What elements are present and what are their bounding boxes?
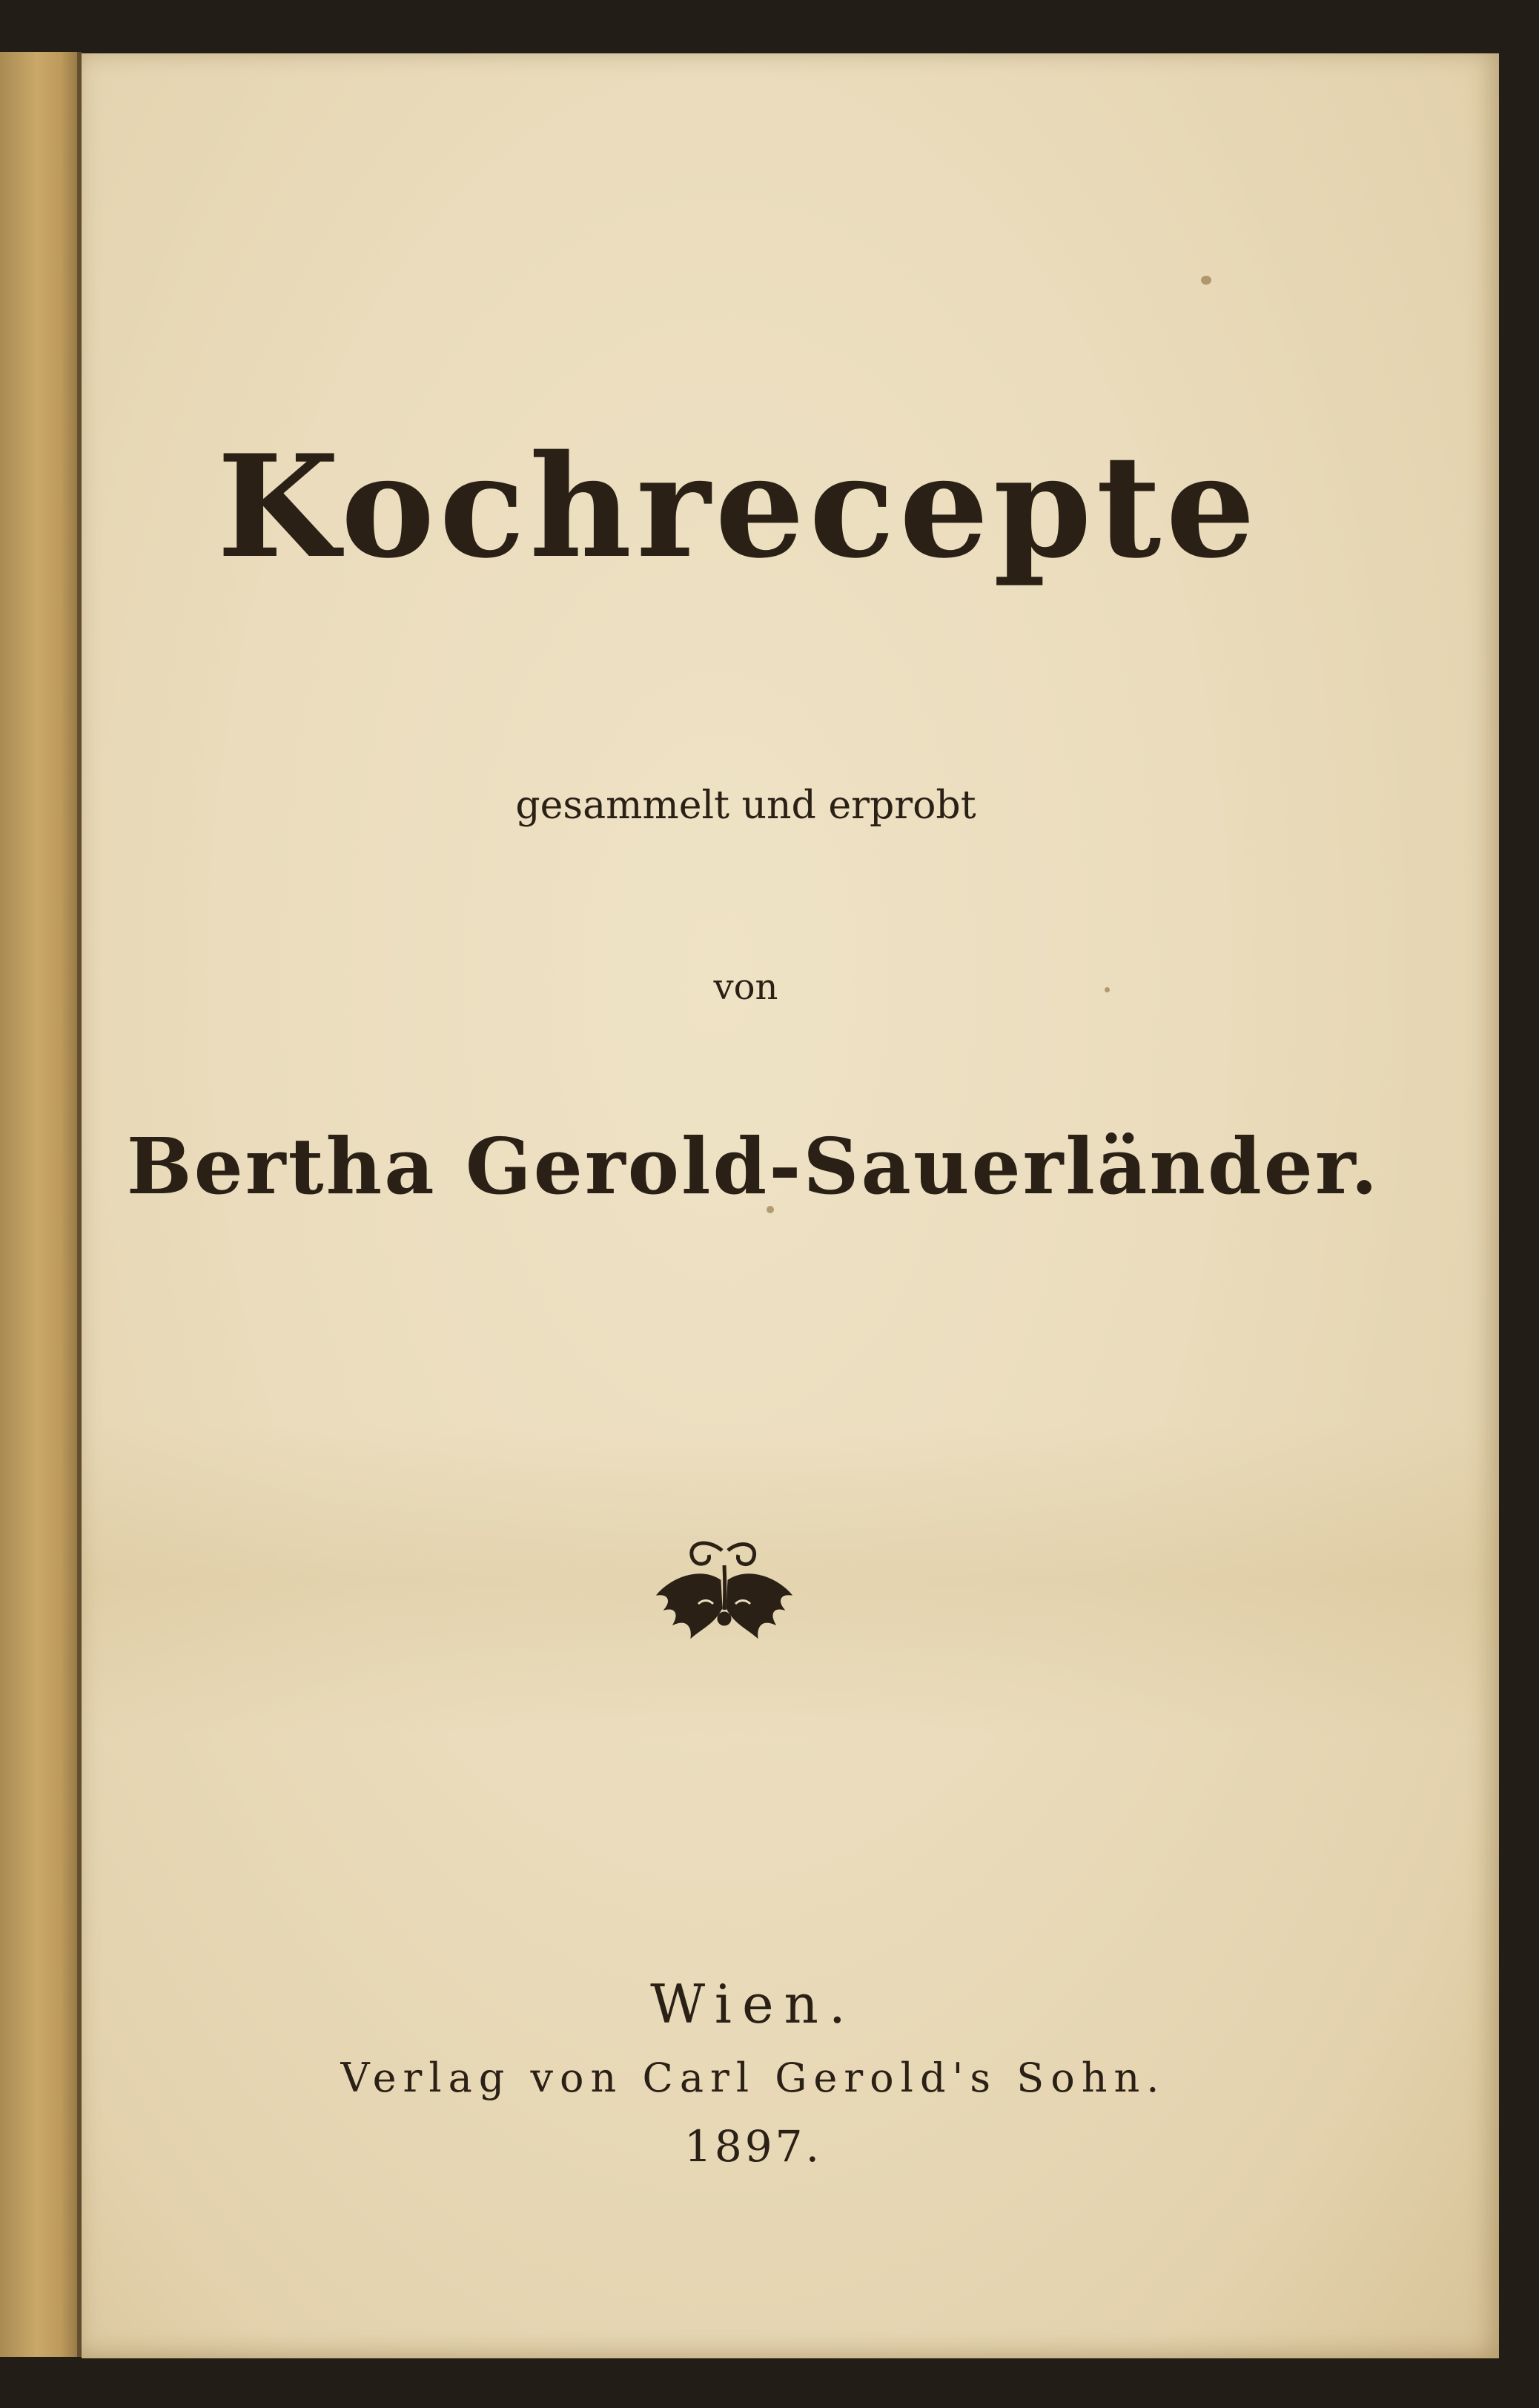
book-title: Kochrecepte [216,424,1260,589]
book-subtitle: gesammelt und erprobt [515,783,976,828]
publication-year: 1897. [684,2121,823,2172]
title-page [82,53,1499,2358]
paper-speck [1201,276,1211,285]
publication-city: Wien. [650,1973,856,2035]
leaf-vignette-icon [654,1536,795,1654]
by-word: von [713,966,778,1008]
author-name: Bertha Gerold-Sauerländer. [126,1121,1380,1212]
publisher-line: Verlag von Carl Gerold's Sohn. [340,2054,1166,2101]
